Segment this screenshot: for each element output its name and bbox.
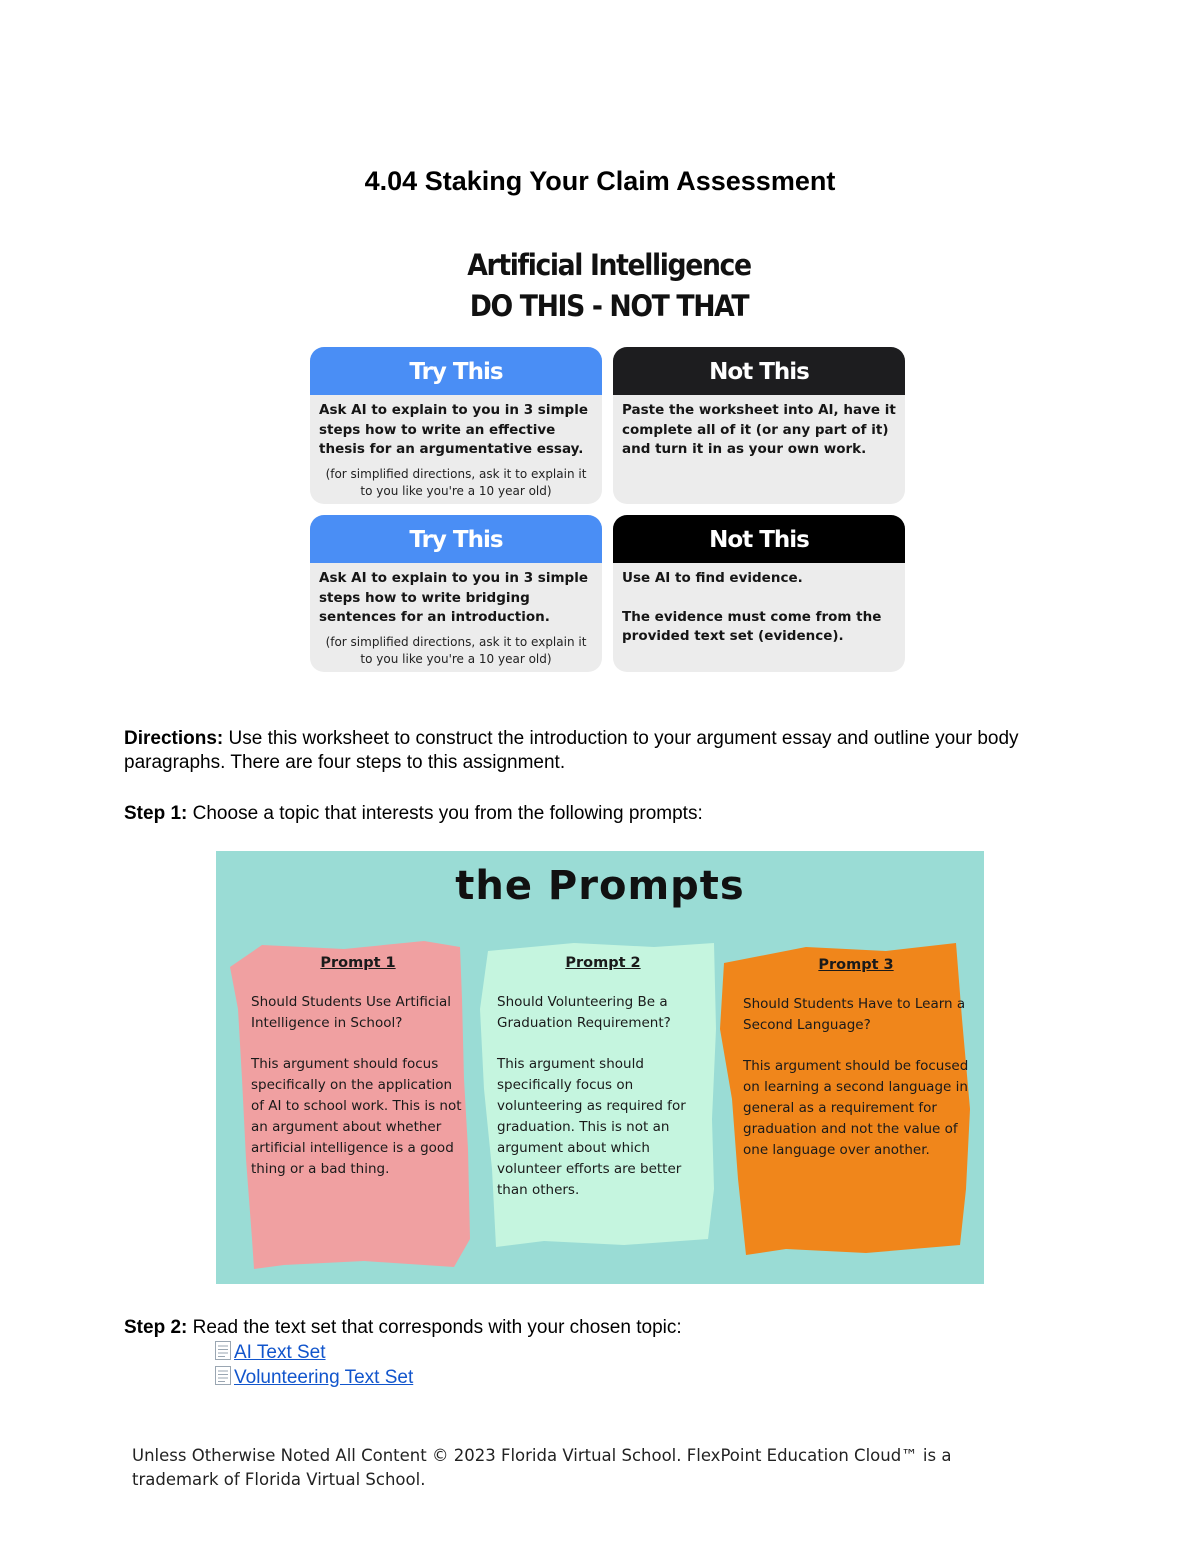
not-this-card-2 — [613, 515, 905, 672]
ai-do-this-not-that-graphic — [310, 245, 908, 675]
card-body-line2: The evidence must come from the provided text set (evidence). — [622, 608, 882, 644]
prompt-detail: This argument should be focused on learning a second language in general as a requirement for graduation and not the value of one language over another. — [743, 1058, 969, 1158]
card-note: (for simplified directions, ask it to explain it to you like you're a 10 year old) — [325, 466, 587, 498]
card-body: Ask AI to explain to you in 3 simple steps how to write bridging sentences for an introduction. — [319, 570, 588, 625]
volunteering-text-set-link[interactable]: Volunteering Text Set — [234, 1367, 414, 1388]
step2-label: Step 2: — [124, 1317, 188, 1338]
step1-text: Choose a topic that interests you from the following prompts: — [192, 803, 703, 824]
card-header: Not This — [613, 347, 905, 395]
card-header: Try This — [310, 515, 602, 563]
card-note: (for simplified directions, ask it to explain it to you like you're a 10 year old) — [325, 634, 587, 666]
prompt-2-note — [474, 939, 718, 1249]
directions-label: Directions: — [124, 728, 224, 749]
copyright-footer: Unless Otherwise Noted All Content © 2023 Florida Virtual School. FlexPoint Education Cloud™ is a trademark of Florida Virtual School. — [132, 1446, 952, 1489]
prompt-1-note — [224, 939, 472, 1271]
prompts-title: the Prompts — [455, 863, 745, 909]
directions-text: Use this worksheet to construct the introduction to your argument essay and outline your body paragraphs. There are four steps to this assignment. — [124, 728, 1019, 773]
prompt-3-note — [716, 939, 976, 1259]
card-body: Ask AI to explain to you in 3 simple steps how to write an effective thesis for an argumentative essay. — [319, 402, 588, 457]
prompt-question: Should Volunteering Be a Graduation Requirement? — [497, 994, 671, 1031]
prompt-detail: This argument should focus specifically on the application of AI to school work. This is not an argument about whether artificial intelligence is a good thing or a bad thing. — [251, 1056, 462, 1177]
directions-paragraph — [124, 727, 1094, 775]
prompts-graphic — [216, 851, 984, 1284]
step2-text: Read the text set that corresponds with your chosen topic: — [192, 1317, 682, 1338]
card-header: Try This — [310, 347, 602, 395]
not-this-card-1 — [613, 347, 905, 504]
ai-text-set-link-row — [214, 1340, 326, 1365]
document-icon — [214, 1340, 232, 1361]
ai-graphic-heading: Artificial Intelligence — [467, 248, 751, 282]
prompt-question: Should Students Use Artificial Intelligence in School? — [251, 994, 452, 1031]
document-icon — [214, 1365, 232, 1386]
page-title: 4.04 Staking Your Claim Assessment — [364, 166, 836, 196]
card-body: Paste the worksheet into AI, have it complete all of it (or any part of it) and turn it in as your own work. — [622, 402, 896, 457]
step1-label: Step 1: — [124, 803, 188, 824]
ai-text-set-link[interactable]: AI Text Set — [234, 1342, 326, 1363]
prompt-question: Should Students Have to Learn a Second Language? — [743, 996, 966, 1033]
card-body-line1: Use AI to find evidence. — [622, 570, 803, 586]
volunteering-text-set-link-row — [214, 1365, 413, 1390]
prompt-label: Prompt 2 — [565, 955, 641, 971]
step2-paragraph — [124, 1316, 1094, 1340]
card-header: Not This — [613, 515, 905, 563]
step1-paragraph — [124, 802, 1094, 826]
prompt-label: Prompt 1 — [320, 955, 396, 971]
try-this-card-2 — [310, 515, 602, 672]
try-this-card-1 — [310, 347, 602, 504]
card-body — [613, 563, 905, 647]
prompt-label: Prompt 3 — [818, 957, 894, 973]
ai-graphic-subheading: DO THIS - NOT THAT — [469, 289, 749, 323]
prompt-detail: This argument should specifically focus on volunteering as required for graduation. This is not an argument about which volunteer efforts are better than others. — [497, 1056, 686, 1198]
